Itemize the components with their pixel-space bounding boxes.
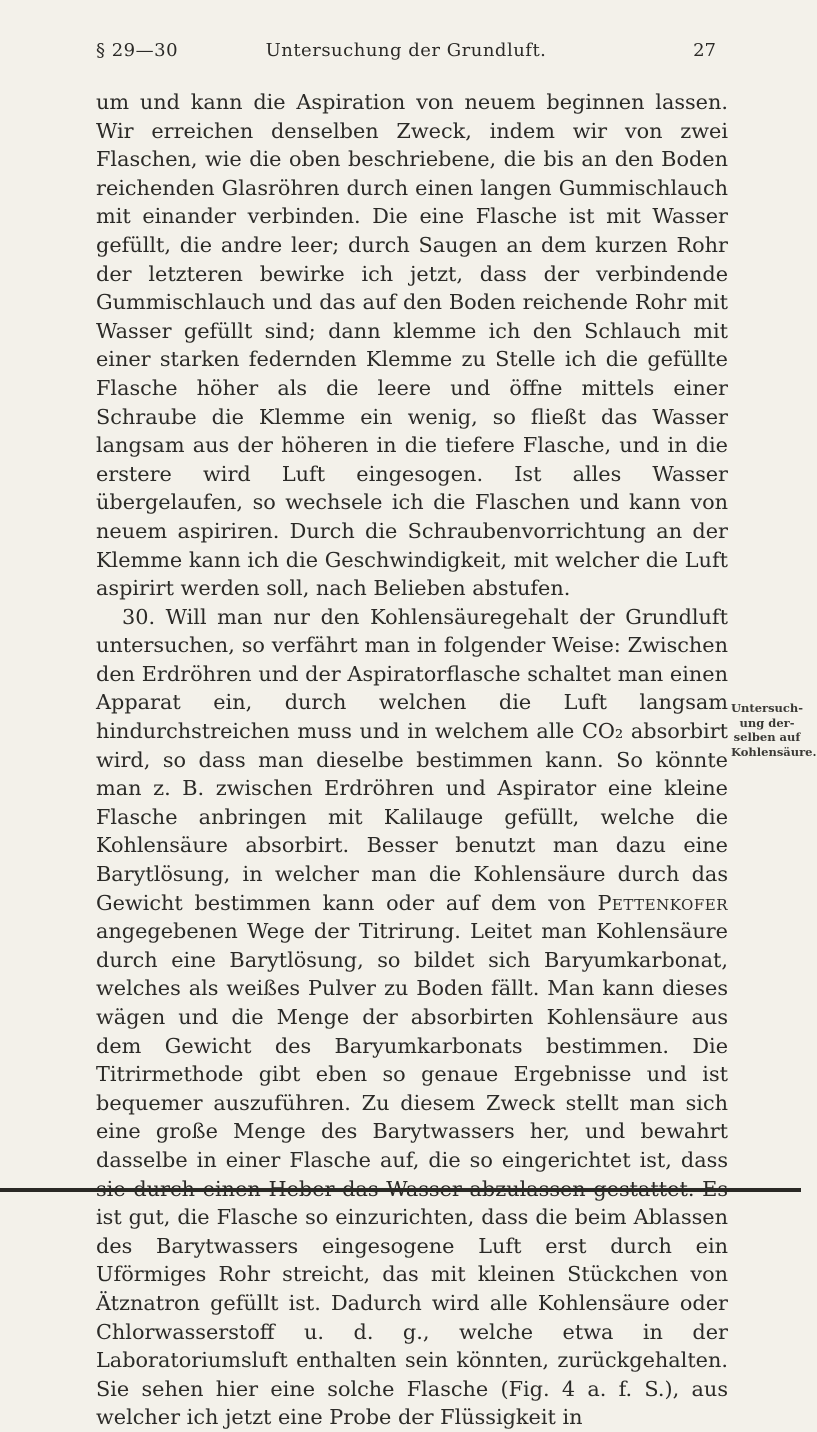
bottom-edge-rule (0, 1188, 801, 1192)
running-header (96, 40, 716, 66)
paragraph-section-30 (96, 603, 728, 1432)
author-name: Pettenkofer (597, 890, 728, 915)
paragraph-text-start: 30. Will man nur den Kohlensäuregehalt der Grundluft untersuchen, so verfährt man in folgender Weise: Zwischen den Erdröhren und der Aspiratorflasche schaltet man einen Apparat ein, durch welchen die Luft langsam hindurchstreichen muss und in welchem alle CO₂ absorbirt wird, so dass man dieselbe bestimmen kann. So könnte man z. B. zwischen Erdröhren und Aspirator eine kleine Flasche anbringen mit Kalilauge gefüllt, welche die Kohlensäure absorbirt. Besser benutzt man dazu eine Barytlösung, in welcher man die Kohlensäure durch das Gewicht bestimmen kann oder auf dem von (96, 604, 728, 915)
marginal-note-line: selben auf (733, 730, 801, 744)
marginal-note (731, 701, 817, 759)
paragraph-continued: um und kann die Aspiration von neuem beginnen lassen. Wir erreichen denselben Zweck, indem wir von zwei Flaschen, wie die oben beschriebene, die bis an den Boden reichenden Glasröhren durch einen langen Gummischlauch mit einander verbinden. Die eine Flasche ist mit Wasser gefüllt, die andre leer; durch Saugen an dem kurzen Rohr der letzteren bewirke ich jetzt, dass der verbindende Gummischlauch und das auf den Boden reichende Rohr mit Wasser gefüllt sind; dann klemme ich den Schlauch mit einer starken federnden Klemme zu Stelle ich die gefüllte Flasche höher als die leere und öffne mittels einer Schraube die Klemme ein wenig, so fließt das Wasser langsam aus der höheren in die tiefere Flasche, und in die erstere wird Luft eingesogen. Ist alles Wasser übergelaufen, so wechsele ich die Flaschen und kann von neuem aspiriren. Durch die Schraubenvorrichtung an der Klemme kann ich die Geschwindigkeit, mit welcher die Luft aspirirt werden soll, nach Belieben abstufen. (96, 90, 728, 601)
running-title: Untersuchung der Grundluft. (265, 40, 547, 61)
marginal-note-line: Untersuch- (731, 701, 804, 715)
marginal-note-line: ung der- (739, 715, 795, 730)
section-reference: § 29—30 (96, 40, 179, 61)
page-number: 27 (693, 40, 716, 61)
paragraph-text-end: angegebenen Wege der Titrirung. Leitet man Kohlensäure durch eine Barytlösung, so bildet sich Baryumkarbonat, welches als weißes Pulver zu Boden fällt. Man kann dieses wägen und die Menge der absorbirten Kohlensäure aus dem Gewicht des Baryumkarbonats bestimmen. Die Titrirmethode gibt eben so genaue Ergebnisse und ist bequemer auszuführen. Zu diesem Zweck stellt man sich eine große Menge des Barytwassers her, und bewahrt dasselbe in einer Flasche auf, die so eingerichtet ist, dass ist gut, die Flasche so einzurichten, dass die beim Ablassen des Barytwassers eingesogene Luft erst durch ein Uförmiges Rohr streicht, das mit kleinen Stückchen von Ätznatron gefüllt ist. Dadurch wird alle Kohlensäure oder Chlorwasserstoff u. d. g., welche etwa in der Laboratoriumsluft enthalten sein könnten, zurückgehalten. Sie sehen hier eine solche Flasche (Fig. 4 a. f. S.), aus welcher ich jetzt eine Probe der Flüssigkeit in (96, 919, 728, 1430)
page-body (96, 88, 728, 1432)
marginal-note-line: Kohlensäure. (731, 744, 817, 759)
